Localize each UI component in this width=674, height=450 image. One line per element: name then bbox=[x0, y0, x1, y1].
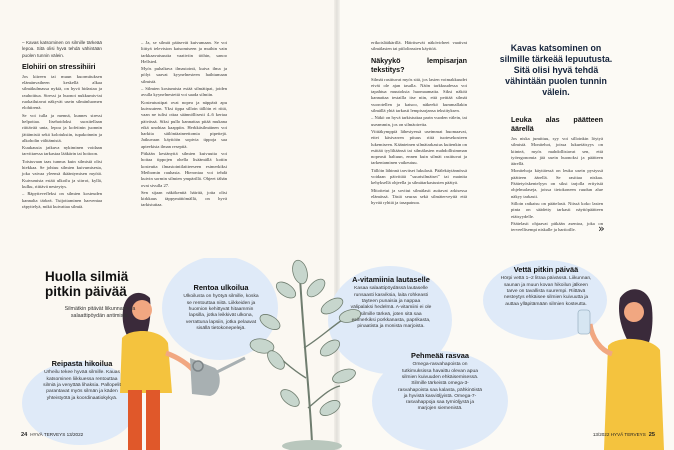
plant-stem bbox=[300, 278, 312, 443]
section-heading: Näkyykö lempisarjan tekstitys? bbox=[371, 55, 467, 74]
paragraph: – Ja, se silmät pääsevät kuivumaan. Se voi liittyä television katsomiseen ja muihin vain tarkkaavaisuutta vaativiin töihin, sanoo Hellsted. bbox=[141, 40, 227, 64]
text-column-1 bbox=[22, 40, 102, 211]
paragraph: – Näkö on hyvä tarkistuttaa parin vuoden välein, tai useammin, jos on silmäoireita. bbox=[371, 115, 467, 127]
page-number: 24 bbox=[21, 432, 28, 438]
infographic-title: Huolla silmiä pitkin päivää bbox=[45, 269, 129, 299]
text-column-3 bbox=[371, 40, 467, 208]
paragraph: Päätelasit ohjaavat pitkään asentoa, joka on terveellisempi niskalle ja hartioille. bbox=[511, 220, 603, 233]
page-number: 25 bbox=[648, 432, 655, 438]
tip-box-ulkoilu bbox=[182, 284, 260, 332]
left-folio bbox=[18, 432, 83, 438]
paragraph: Mitoitetut ja sovitut silmälasit auttavat arkisessa elämässä. Tästä seuraa sekä silmäterveyttä että hyvää ryhtiä ja tasapainoa. bbox=[371, 187, 467, 206]
paragraph: Kuukausia jatkuva nykiminen voidaan tarvittaessa tarkastaa lääkärin tai hoitoon. bbox=[22, 145, 102, 157]
tip-title: A-vitamiinia lautaselle bbox=[352, 275, 430, 284]
tip-title: Reipasta hikoilua bbox=[51, 359, 113, 368]
infographic-subtitle: Silmätkin pitävät liikunnasta ja salaattipöydän antimista. bbox=[64, 306, 136, 319]
paragraph: Myös puhaltava ilmastointi, kuiva ilma ja pölyt saavat kyynelnesteen haihtumaan silmistä. bbox=[141, 66, 227, 84]
soil-mound bbox=[282, 440, 342, 450]
pull-quote: Kavas katsominen on silmille tärkeää lepuutusta. Sitä olisi hyvä tehdä vähintään puolen tunnin välein. bbox=[499, 43, 613, 97]
tip-body: Kasaa salaattipöydässä lautaselle runsaasti kasviksia, laita rohkeasti täyteen punaisia ja nappaa välipalaksi hedelmä. A-vitamiini ei ole silmille tärkeä, joten sitä saa esimerkiksi porkkanasta, paprikasta, pinaatista ja monista marjoista. bbox=[350, 286, 432, 330]
tip-title: Vettä pitkin päivää bbox=[513, 265, 579, 274]
paragraph: Viittäkymppiä lähestyessä useimmat huomaavat, ettei käsivarren pituus riitä tuotesekosteen lukemiseen. Käänteinen silmätarkastus kuitenkin on esittää tyyliltäänsä tai silmälasien mahdollisimman nopeasti haltuun, ennen kuin silmät rasittuvat ja tarkentaminen vaikeutuu. bbox=[371, 128, 467, 166]
tip-title: Pehmeää rasvaa bbox=[411, 351, 469, 360]
tip-body: Urheilu tekee hyvää silmille. Kauas katsominen liikkuessa rentouttaa silmiä ja venyttää lihaksia. Pallopelit parantavat myös silmän ja käden yhteistyötä ja koordinaatiokykyä. bbox=[43, 370, 121, 401]
paragraph: erikoislääkärillä. Häiritsevät näkövirheet vaativat silmälasien tai piilolinssien käyttöä. bbox=[371, 40, 467, 52]
paragraph: Se voi tulla ja mennä, kunnes stressi helpottaa. Itsehoidoksi suositellaan riittävää unta, lepoa ja kofeiinin juonnin jättämistä sekä kolotuksiin, tupakoinnin ja alkoholin välttämistä. bbox=[22, 112, 102, 143]
text-column-2 bbox=[141, 40, 227, 210]
tip-box-hikoilu bbox=[40, 360, 124, 402]
section-heading: Elohiiri on stressihiiri bbox=[22, 61, 96, 71]
right-folio bbox=[593, 432, 658, 438]
paragraph: Silloin ratkaisu on päätelasit. Niissä koko lasien pinta on säädetty tarkasti näyttöpäätteen etäisyydelle. bbox=[511, 200, 603, 219]
tip-body: Ulkoilusta on hyötyä silmille, koska se rentouttaa niitä. Liikkeiden ja huomion kehittyvät hitaammin lapsilla, jotka leikkivät ulkona, verrattuna lapsiin, jotka pelaavat sisällä tietokonepelejä. bbox=[183, 294, 259, 331]
text-column-4 bbox=[511, 112, 603, 234]
tip-box-vitamiini bbox=[350, 276, 432, 330]
paragraph: Jos kiireen tai muun kuormituksen elämänvaiheen keskellä alkaa silmäkulmassa nykiä, on hyvä hidastaa ja rauhoittua. Stressi ja huonot nukkumis-tai ruokailutavat näkyvät usein silmänluomen elohiirenä. bbox=[22, 73, 102, 111]
paragraph: Sen sijaan näkökenttä häiritä, jotta olisi kirkkaus täppymättömällä, on hyvä tarkistuttaa. bbox=[141, 189, 227, 208]
tip-box-rasva bbox=[398, 352, 482, 413]
paragraph: Kosteutustipat ovat nopea ja näppärä apu kuivuuteen. Yksi tippa silloin tällöin ei riitä, vaan ne tulisi ottaa säännöllisesti 4–6 kertaa päivässä. Siksi pullo kannattaa pitää mukana eikä unohtaa kaappiin. Herkkäsilmäinen voi harkita säilöntäaineettomia pipettejä. Jatkuvaan käyttöön sopivia tippoja saa apteekista ilman reseptiä. bbox=[141, 99, 227, 149]
magazine-issue: HYVÄ TERVEYS 13/2022 bbox=[30, 432, 84, 437]
paragraph: – Räpyttevefleksi on silmien kosteuden kannalta tärkeä. Tuijottaminen harventaa räpyttelyä, mikä kuivattaa silmiä. bbox=[22, 191, 102, 209]
tip-title: Rentoa ulkoilua bbox=[193, 283, 249, 292]
magazine-issue: 13/2022 HYVÄ TERVEYS bbox=[592, 432, 646, 437]
paragraph: Toistuvaan taas tunnus kuin silmistä olisi hiekkaa. Se johtuu silmien kuivumisesta, joka vaivaa yleensä ikääntymisen myötä. Kuivumista estää ulkoilu ja siirrot, kyllä, kulku, riittävä nesteytys. bbox=[22, 158, 102, 189]
tip-body: Hörpi vettä 1–2 litraa päivässä. Liikunnan, saunan ja muun kovan hikoilun jälkeen tarve on tavallista suurempi. Riittävä nesteytys ehkäisee silmien kuivuutta ja auttaa ylläpitämään silmien kosteutta. bbox=[500, 276, 592, 307]
section-heading: Leuka alas päätteen äärellä bbox=[511, 115, 603, 133]
paragraph: Tällöin lähinnä tarvitset lukulasit. Päälekäytännössä voidaan päivittää "suurisilmäiset" tai mainita kehyksellä ohjeella ja silmätarkastusten päätyä. bbox=[371, 167, 467, 186]
paragraph: Monitehoja käyttäessä on leuka usein pystyssä päätteen äärellä. Se rasittaa niskaa. Päätetyöskentelyyn on siksi tarjolla erityisiä ohjelmalaseja, joissa tietokoneen ruudun alue näkyy tarkasti. bbox=[511, 168, 603, 199]
intro-paragraph: – Kavas katsominen on silmille tärkeää lepoa. Sitä olisi hyvä tehdä vähintään puolen tunnin välein. bbox=[22, 40, 102, 58]
paragraph: Jos niska jumittuu, syy voi silloinkin löytyä silmistä. Monitehot, joissa lukuetäisyys on kiinteä, myös mahdollistavat sen, että työergonomia jää usein huonoksi ja päätteen äärellä. bbox=[511, 136, 603, 167]
paragraph: – Silmien kostumista estää silmätipat, joiden avulla kyynelnestettä voi saada silmiin. bbox=[141, 86, 227, 98]
tip-box-vesi bbox=[500, 266, 592, 308]
tip-body: Omega-rasvahapoista on tutkimuksissa havaittu olevan apua silmien kuivuuden ehkäisemisessä. Silmille tärkeistä omega-3-rasvahapoista saa kalasta, pähkinöistä ja hyvistä kasviöljyistä. Omega-7-rasvahappoja saa tyrniöljystä ja marjojen siemenistä. bbox=[398, 362, 483, 412]
paragraph: Silmät rasittuvat myös sitä, jos lasien voimakkuudet eivät ole ajan tasalla. Näön tarkkuudessa voi tapahtua muutoksia huomaamatta. Siksi näköä kannattaa testailla itse niin, että peittää silmät vuorotellen ja katsoo, näkeekö kummallakin silmällä yhtä tarkasti lempisarjansa tekstityksen. bbox=[371, 76, 467, 114]
continue-chevron-icon: » bbox=[598, 222, 605, 235]
paragraph: Pitkään kestänyttä silmien kuivuutta voi hoitaa tippojen ohella lisäämällä kotiin kosteutta ilmastointilaitteeseen esimerkiksi Meibomin rauhasia. Hierontaa voi tehdä kuivin sormin silmien ympärillä. Ohjeet tähän ovat sivulla 27. bbox=[141, 151, 227, 188]
